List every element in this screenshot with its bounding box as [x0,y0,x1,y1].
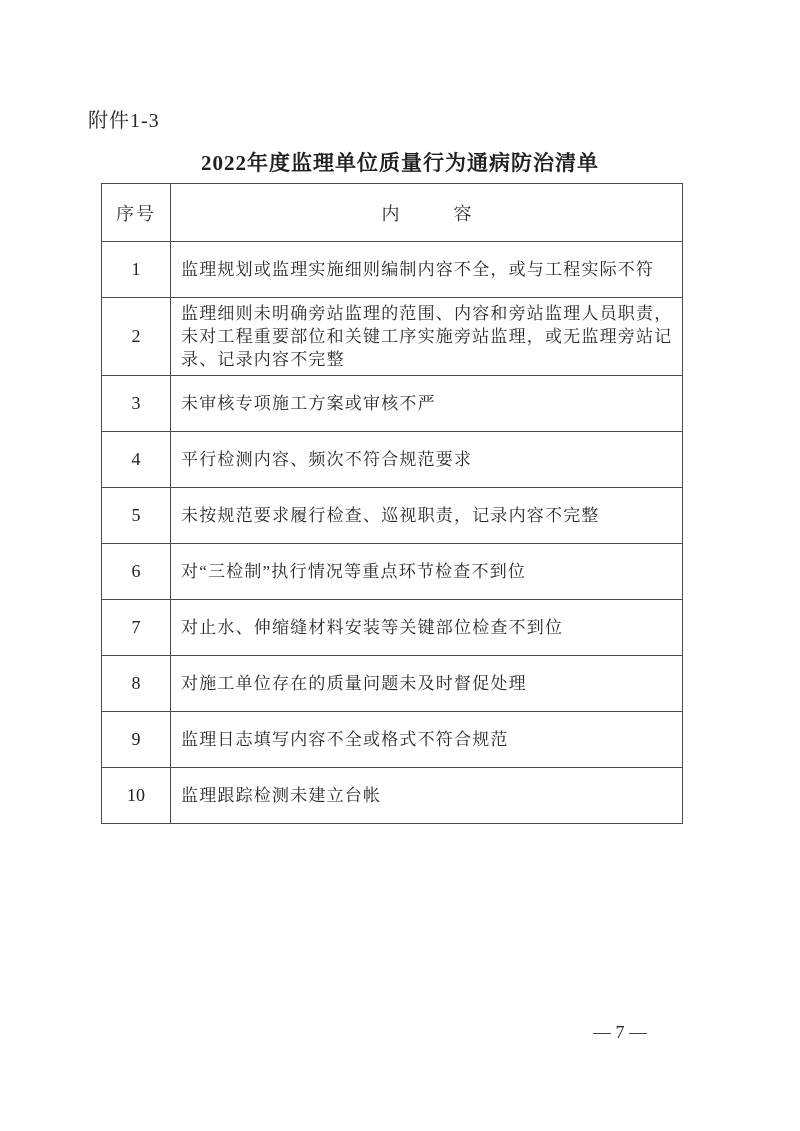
row-index: 5 [102,488,171,544]
row-content: 平行检测内容、频次不符合规范要求 [171,432,683,488]
page-number: — 7 — [593,1022,647,1042]
row-index: 10 [102,768,171,824]
row-content: 监理日志填写内容不全或格式不符合规范 [171,712,683,768]
column-header-content: 内 容 [171,184,683,242]
table-row [102,656,683,712]
row-content: 未审核专项施工方案或审核不严 [171,376,683,432]
row-index: 8 [102,656,171,712]
row-content: 监理细则未明确旁站监理的范围、内容和旁站监理人员职责，未对工程重要部位和关键工序实施旁站监理，或无监理旁站记录、记录内容不完整 [171,298,683,376]
table-body [102,242,683,824]
table-row [102,712,683,768]
table-row [102,768,683,824]
row-index: 3 [102,376,171,432]
attachment-label: 附件1-3 [88,110,160,132]
row-index: 1 [102,242,171,298]
table-row [102,432,683,488]
defects-table [101,183,683,824]
row-content: 未按规范要求履行检查、巡视职责，记录内容不完整 [171,488,683,544]
table-row [102,376,683,432]
row-content: 对止水、伸缩缝材料安装等关键部位检查不到位 [171,600,683,656]
row-index: 7 [102,600,171,656]
row-index: 9 [102,712,171,768]
row-content: 监理规划或监理实施细则编制内容不全，或与工程实际不符 [171,242,683,298]
table-row [102,600,683,656]
table-row [102,488,683,544]
table-row [102,242,683,298]
document-title: 2022年度监理单位质量行为通病防治清单 [201,151,599,175]
row-index: 2 [102,298,171,376]
row-index: 4 [102,432,171,488]
table-row [102,298,683,376]
table-row [102,544,683,600]
row-content: 监理跟踪检测未建立台帐 [171,768,683,824]
table-header-row [102,184,683,242]
row-index: 6 [102,544,171,600]
row-content: 对“三检制”执行情况等重点环节检查不到位 [171,544,683,600]
row-content: 对施工单位存在的质量问题未及时督促处理 [171,656,683,712]
column-header-index: 序号 [102,184,171,242]
